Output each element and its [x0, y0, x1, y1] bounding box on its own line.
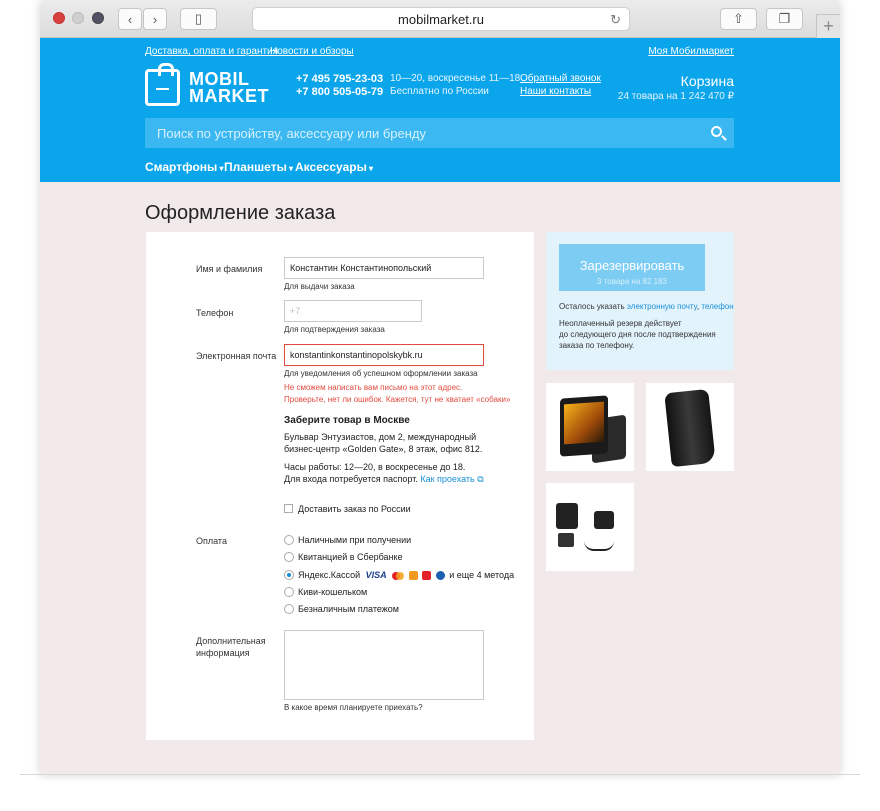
reserve-panel — [546, 232, 734, 370]
reserve-button-sub: 3 товара на 82 183 — [597, 277, 667, 286]
missing-phone-link[interactable]: телефон — [701, 302, 734, 311]
payment-option-qiwi[interactable]: Киви-кошельком — [298, 587, 368, 597]
missing-email-link[interactable]: электронную почту — [626, 302, 697, 311]
share-icon: ⇧ — [733, 11, 744, 26]
plug-image — [558, 533, 574, 547]
phone-russia[interactable]: +7 800 505-05-79 — [296, 86, 384, 98]
yandex-money-icon — [409, 571, 418, 580]
pickup-address-line2: бизнес-центр «Golden Gate», 8 этаж, офис 812. — [284, 444, 483, 454]
payment-option-cashless[interactable]: Безналичным платежом — [298, 604, 399, 614]
payment-option-sberbank[interactable]: Квитанцией в Сбербанке — [298, 552, 403, 562]
name-hint: Для выдачи заказа — [284, 282, 355, 291]
extra-info-label: Дополнительная информация — [196, 636, 266, 658]
phone-russia-note: Бесплатно по России — [390, 86, 489, 97]
chevron-left-icon: ‹ — [127, 11, 133, 27]
smartphone-image — [560, 395, 608, 456]
extra-info-field[interactable] — [284, 630, 484, 700]
cart-link[interactable]: Корзина — [680, 73, 734, 89]
email-field[interactable] — [284, 344, 484, 366]
extra-info-hint: В какое время планируете приехать? — [284, 703, 423, 712]
payment-radio-cashless[interactable] — [284, 604, 294, 614]
product-thumb-smartphone[interactable] — [546, 383, 634, 471]
window-bottom-divider — [20, 774, 860, 775]
phone-hint: Для подтверждения заказа — [284, 325, 385, 334]
route-link[interactable]: Как проехать — [420, 474, 475, 484]
reserve-button-label: Зарезервировать — [579, 258, 685, 273]
phone-label: Телефон — [196, 308, 234, 318]
cable-image — [584, 541, 614, 551]
logo-text: MOBIL MARKET — [189, 69, 269, 106]
search-icon[interactable] — [711, 126, 722, 137]
payment-option-yandex: Яндекс.Кассой — [298, 570, 361, 580]
account-link[interactable]: Моя Мобилмаркет — [648, 46, 734, 57]
globe-payment-icon — [436, 571, 445, 580]
reload-icon[interactable]: ↻ — [610, 12, 621, 27]
pickup-passport: Для входа потребуется паспорт. — [284, 474, 418, 484]
reserve-note: Неоплаченный резерв действует до следующего дня после подтверждения заказа по телефону. — [559, 319, 716, 350]
cart-summary: 24 товара на 1 242 470 ₽ — [617, 91, 734, 102]
zoom-window-button[interactable] — [92, 12, 104, 24]
minimize-window-button[interactable] — [72, 12, 84, 24]
address-bar[interactable] — [252, 7, 630, 31]
share-button[interactable] — [720, 8, 757, 30]
tabs-icon: ❐ — [778, 11, 791, 26]
webmoney-icon — [422, 571, 431, 580]
name-field[interactable] — [284, 257, 484, 279]
tabs-overview-button[interactable] — [766, 8, 803, 30]
mastercard-icon — [392, 572, 404, 580]
browser-toolbar — [40, 0, 840, 38]
pickup-title: Заберите товар в Москве — [284, 415, 410, 426]
chevron-right-icon: › — [152, 11, 158, 27]
payment-option-yandex-row[interactable] — [298, 570, 514, 580]
phone-moscow[interactable]: +7 495 795-23-03 — [296, 73, 384, 85]
payment-radio-cash[interactable] — [284, 535, 294, 545]
nav-tablets[interactable]: Планшеты ▾ — [224, 160, 293, 174]
pickup-passport-row — [284, 473, 484, 486]
callback-link[interactable]: Обратный звонок — [520, 73, 601, 84]
name-label: Имя и фамилия — [196, 264, 263, 274]
payment-radio-yandex[interactable] — [284, 570, 294, 580]
pickup-hours: Часы работы: 12—20, в воскресенье до 18. — [284, 462, 466, 472]
url-text: mobilmarket.ru — [398, 11, 484, 27]
reserve-missing-row: Осталось указать электронную почту, телефон — [559, 302, 734, 311]
phone-field[interactable] — [284, 300, 422, 322]
delivery-link[interactable]: Доставка, оплата и гарантия — [145, 46, 279, 57]
close-window-button[interactable] — [53, 12, 65, 24]
plus-icon: + — [823, 16, 834, 36]
nav-accessories[interactable]: Аксессуары ▾ — [295, 160, 373, 174]
browser-window — [40, 0, 840, 775]
site-logo[interactable] — [145, 69, 275, 109]
product-thumb-case[interactable] — [646, 383, 734, 471]
site-header — [40, 38, 840, 182]
reserve-missing-prefix: Осталось указать — [559, 302, 625, 311]
forward-button[interactable] — [143, 8, 167, 30]
back-button[interactable] — [118, 8, 142, 30]
payment-label: Оплата — [196, 536, 227, 546]
pickup-address-line1: Бульвар Энтузиастов, дом 2, международный — [284, 432, 477, 442]
sidebar-icon: ▯ — [194, 11, 203, 26]
checkout-form — [146, 232, 534, 740]
payment-more: и еще 4 метода — [449, 570, 515, 580]
news-link[interactable]: Новости и обзоры — [270, 46, 354, 57]
payment-radio-qiwi[interactable] — [284, 587, 294, 597]
page-title: Оформление заказа — [145, 202, 336, 224]
reserve-button[interactable] — [559, 244, 705, 291]
email-label: Электронная почта — [196, 351, 277, 361]
phone-moscow-hours: 10—20, воскресенье 11—18 — [390, 73, 521, 84]
adapter-image — [594, 511, 614, 529]
charger-image — [556, 503, 578, 529]
payment-option-cash[interactable]: Наличными при получении — [298, 535, 412, 545]
new-tab-button[interactable] — [816, 14, 840, 38]
sidebar-button[interactable] — [180, 8, 217, 30]
delivery-checkbox[interactable] — [284, 504, 293, 513]
search-input[interactable] — [145, 118, 705, 148]
nav-smartphones[interactable]: Смартфоны ▾ — [145, 160, 224, 174]
email-hint: Для уведомления об успешном оформлении заказа — [284, 369, 478, 378]
logo-bag-icon — [145, 69, 180, 106]
flip-case-image — [664, 389, 715, 467]
email-error-line1: Не сможем написать вам письмо на этот адрес. — [284, 383, 463, 392]
product-thumb-charger[interactable] — [546, 483, 634, 571]
search-bar — [145, 118, 734, 148]
visa-icon: VISA — [365, 570, 387, 580]
payment-radio-sberbank[interactable] — [284, 552, 294, 562]
delivery-checkbox-label[interactable]: Доставить заказ по России — [298, 504, 411, 514]
contacts-link[interactable]: Наши контакты — [520, 86, 592, 97]
email-error-line2: Проверьте, нет ли ошибок. Кажется, тут не хватает «собаки» — [284, 395, 511, 404]
external-link-icon: ⧉ — [477, 474, 484, 484]
